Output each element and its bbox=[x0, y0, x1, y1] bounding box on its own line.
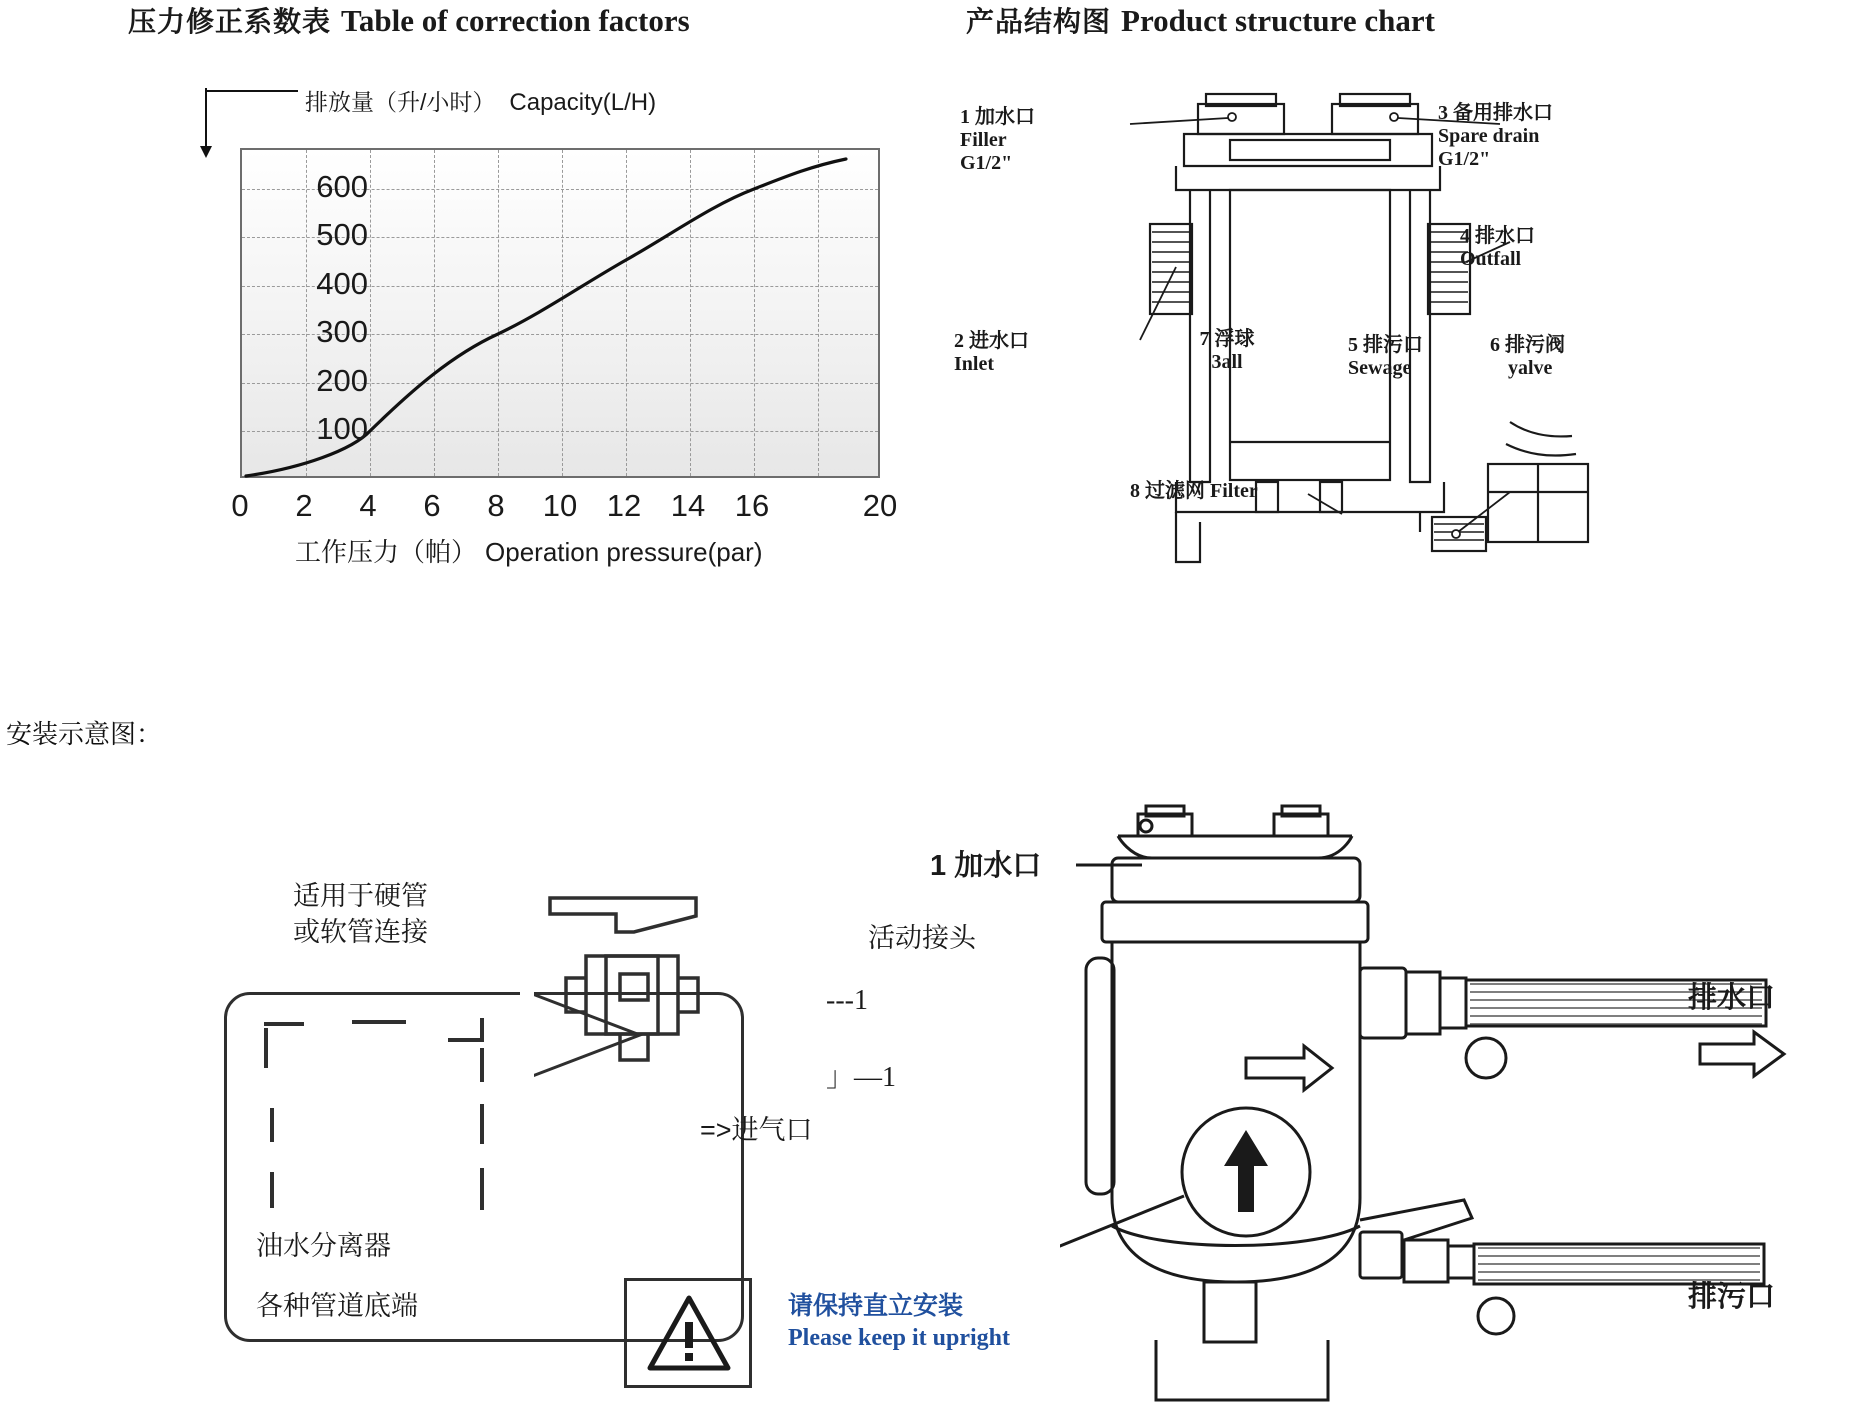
union-joint-mark-1: ---1 bbox=[826, 985, 868, 1016]
chart-ytick: 500 bbox=[316, 217, 368, 252]
structure-label-6-num: 6 bbox=[1490, 334, 1500, 356]
structure-label-3-en: Spare drain bbox=[1438, 125, 1540, 147]
structure-label-7-num: 7 bbox=[1199, 328, 1210, 350]
structure-label-filter bbox=[1130, 480, 1258, 503]
chart-y-axis-label-en: Capacity(L/H) bbox=[509, 89, 657, 116]
chart-section-title bbox=[128, 0, 690, 40]
structure-label-8-cn: 过滤网 bbox=[1145, 480, 1205, 502]
structure-label-7-en: 3all bbox=[1211, 351, 1243, 373]
chart-x-axis-label-cn: 工作压力（帕） bbox=[295, 537, 478, 567]
hose-note-line2: 或软管连接 bbox=[293, 917, 428, 948]
install-filler-num: 1 bbox=[930, 850, 947, 882]
structure-label-spare-drain bbox=[1438, 102, 1553, 171]
chart-title-en: Table of correction factors bbox=[341, 3, 690, 38]
chart-title-cn: 压力修正系数表 bbox=[128, 7, 332, 38]
chart-x-axis-label bbox=[295, 532, 762, 569]
chart-y-axis-label bbox=[305, 84, 656, 117]
chart-xtick: 20 bbox=[862, 488, 898, 523]
install-filler-label bbox=[930, 843, 1041, 884]
structure-label-sewage bbox=[1348, 334, 1423, 380]
structure-label-1-en: Filler bbox=[960, 129, 1007, 151]
structure-label-8-en: Filter bbox=[1210, 480, 1258, 502]
union-joint-mark-2: 」—1 bbox=[826, 1062, 897, 1093]
structure-label-filler bbox=[960, 106, 1035, 175]
structure-label-7-cn: 浮球 bbox=[1214, 328, 1255, 350]
structure-title-cn: 产品结构图 bbox=[966, 7, 1112, 38]
structure-label-5-cn: 排污口 bbox=[1363, 334, 1423, 356]
air-inlet-label: =>进气口 bbox=[700, 1115, 813, 1145]
structure-label-3-num: 3 bbox=[1438, 102, 1448, 124]
structure-label-8-num: 8 bbox=[1130, 480, 1140, 502]
structure-title-en: Product structure chart bbox=[1121, 3, 1435, 38]
union-joint-label: 活动接头 bbox=[868, 923, 976, 953]
structure-label-4-en: Outfall bbox=[1460, 248, 1522, 270]
bubble-label-separator: 油水分离器 bbox=[256, 1231, 391, 1261]
chart-xtick: 2 bbox=[295, 488, 313, 523]
installation-product-illustration bbox=[1060, 800, 1850, 1406]
structure-section-title bbox=[966, 0, 1435, 40]
bubble-label-pipe-bottom: 各种管道底端 bbox=[256, 1291, 418, 1321]
installation-section-title: 安装示意图： bbox=[6, 719, 163, 749]
y-axis-leader-line bbox=[206, 90, 298, 92]
chart-xtick: 4 bbox=[359, 488, 377, 523]
structure-label-1-cn: 加水口 bbox=[975, 106, 1035, 128]
chart-xtick: 16 bbox=[734, 488, 770, 523]
chart-ytick: 100 bbox=[316, 411, 368, 446]
structure-label-5-num: 5 bbox=[1348, 334, 1358, 356]
chart-xtick: 12 bbox=[606, 488, 642, 523]
install-filler-cn: 加水口 bbox=[954, 850, 1042, 882]
ball-valve-icon bbox=[546, 890, 746, 1070]
y-axis-arrow-icon bbox=[205, 88, 207, 150]
correction-factor-chart bbox=[140, 70, 1020, 570]
structure-label-3-extra: G1/2" bbox=[1438, 148, 1491, 170]
structure-label-2-en: Inlet bbox=[954, 353, 994, 375]
structure-label-float-ball bbox=[1172, 328, 1282, 374]
chart-ytick: 300 bbox=[316, 314, 368, 349]
drain-port-label: 排水口 bbox=[1688, 982, 1776, 1014]
chart-x-axis-label-en: Operation pressure(par) bbox=[485, 537, 763, 567]
structure-label-sewage-valve bbox=[1490, 334, 1565, 380]
structure-label-outfall bbox=[1460, 225, 1535, 271]
structure-label-1-num: 1 bbox=[960, 106, 970, 128]
structure-label-3-cn: 备用排水口 bbox=[1453, 102, 1553, 124]
chart-xtick: 6 bbox=[423, 488, 441, 523]
structure-label-6-en: yalve bbox=[1508, 357, 1553, 379]
chart-xtick: 8 bbox=[487, 488, 505, 523]
structure-label-5-en: Sewage bbox=[1348, 357, 1412, 379]
chart-xtick: 10 bbox=[542, 488, 578, 523]
chart-ytick: 600 bbox=[316, 169, 368, 204]
hose-connection-note bbox=[293, 878, 428, 951]
upright-warning-text bbox=[788, 1290, 1010, 1354]
warning-triangle-icon bbox=[646, 1292, 732, 1374]
chart-ytick: 200 bbox=[316, 363, 368, 398]
structure-label-1-extra: G1/2" bbox=[960, 152, 1013, 174]
chart-y-axis-label-cn: 排放量（升/小时） bbox=[305, 89, 496, 115]
chart-xtick: 14 bbox=[670, 488, 706, 523]
chart-ytick: 400 bbox=[316, 266, 368, 301]
structure-label-2-cn: 进水口 bbox=[969, 330, 1029, 352]
structure-label-4-cn: 排水口 bbox=[1475, 225, 1535, 247]
structure-label-2-num: 2 bbox=[954, 330, 964, 352]
chart-xtick: 0 bbox=[231, 488, 249, 523]
product-structure-drawing bbox=[954, 62, 1820, 582]
hose-note-line1: 适用于硬管 bbox=[293, 881, 428, 911]
structure-label-4-num: 4 bbox=[1460, 225, 1470, 247]
sewage-port-label: 排污口 bbox=[1688, 1281, 1776, 1313]
structure-label-inlet bbox=[954, 330, 1029, 376]
upright-warning-en: Please keep it upright bbox=[788, 1324, 1010, 1351]
structure-label-6-cn: 排污阀 bbox=[1505, 334, 1565, 356]
upright-warning-cn: 请保持直立安装 bbox=[788, 1292, 964, 1320]
